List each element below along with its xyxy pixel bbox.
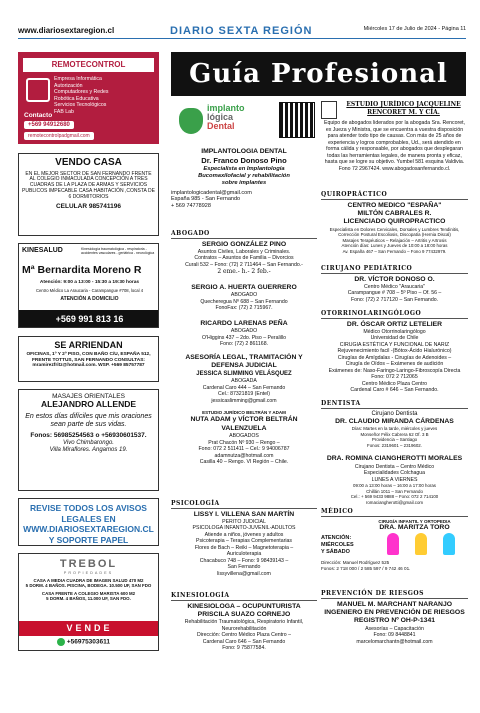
entry-miranda-line: Monseñor Félix Cabrera 62 Of. 3 B [360, 431, 429, 437]
entry-miranda-name: DR. CLAUDIO MIRANDA CÁRDENAS [335, 418, 454, 425]
entry-miranda-line: Cirujano Dentista [371, 410, 418, 417]
entry-villena-name: LISSY I. VILLENA SAN MARTÍN [193, 510, 295, 518]
masajes-name: ALEJANDRO ALLENDE [40, 399, 137, 410]
chip-icon [26, 78, 50, 102]
trebol-line4: 5 DORM. 4 BAÑOS, 11.000 UF, SAN FDO. [46, 596, 131, 602]
kine-phone[interactable]: +569 991 813 16 [19, 310, 159, 328]
newspaper-title: DIARIO SEXTA REGIÓN [170, 25, 313, 37]
entry-beltran-name: NUTA ADAM y VÍCTOR BELTRÁN VALENZUELA [190, 416, 298, 432]
section-heading-quiropractico: QUIROPRÁCTICO [321, 191, 468, 200]
contact-label: Contacto [24, 112, 53, 119]
entry-beltran-line: ESTUDIO JURÍDICO BELTRÁN Y ADAM [202, 410, 286, 416]
entry-ortiz-line: Centro Médico Plaza Centro [361, 380, 428, 387]
medico-section [321, 505, 468, 581]
entry-ciangherotti-line: Cel.: + 569 9433 9888 – Fono: 072 2 714100 [350, 494, 439, 500]
masajes-addr2: Villa Miraflores. Angamos 19. [49, 446, 128, 453]
entry-villena-line: Auriculoterapia [226, 551, 262, 558]
entry-marchant-line: Fono: 09 8448841 [373, 632, 416, 639]
trebol-line3: CASA FRENTE A COLEGIO MARISTA 600 M2 [41, 591, 136, 597]
kinesalud-tagline: Kinesiología traumatológica - respiratoria - accidentes vasculares - geriátrica - neurológica [81, 247, 155, 256]
entry-larenas-name: RICARDO LARENAS PEÑA [200, 319, 288, 327]
entry-ortiz-line: Médico Otorrinolaringólogo [363, 328, 426, 335]
entry-marchant-line: Asesorías – Capacitación [365, 625, 424, 632]
entry-ciangherotti-name: DRA. ROMINA CIANGHEROTTI MORALES [326, 455, 463, 463]
masajes-phones[interactable]: Fonos: 56985254563 o +56930601537. [30, 432, 147, 440]
implanto-logo: implanto lógica Dental [207, 103, 245, 131]
section-heading-pediatrico: CIRUJANO PEDIÁTRICO [321, 265, 468, 274]
vendo-phone[interactable]: CELULAR 985741196 [55, 203, 122, 211]
entry-beltran-line: Fono: 072 2 511411 – Cel.: 9 94006787 [198, 446, 290, 453]
trebol-line1: CASA A MEDIA CUADRA DE IMAGEN SALUD 470 M2 [33, 578, 144, 583]
site-url[interactable]: www.diariosextaregion.cl [18, 26, 115, 35]
section-heading-otorrino: OTORRINOLARINGÓLOGO [321, 310, 468, 319]
kinesiologia-section [171, 589, 317, 652]
entry-toro-attention: ATENCIÓN: MIÉRCOLES Y SÁBADO [321, 535, 354, 555]
quiropractico-section [321, 188, 468, 254]
vende-banner: VENDE [19, 621, 159, 636]
implanto-spec3: sobre implantes [221, 180, 267, 187]
page-header [0, 0, 480, 44]
entry-cabrales-line: Av. España 467 – San Fernando – Fono 9 77432979. [342, 248, 447, 254]
entry-suazo-line: Dirección: Centro Médico Plaza Centro – [197, 632, 291, 639]
trebol-phone[interactable]: +56975303611 [57, 638, 110, 646]
entry-asesoria-email[interactable]: jessicaslimming@gmail.com [211, 397, 277, 404]
entry-beltran-line: Casilla 40 – Rengo. VI Región – Chile. [199, 459, 289, 466]
entry-asesoria-line: Cel.: 87321819 (Entel) [218, 391, 270, 398]
arriendan-body: OFICINAS, 1º Y 2º PISO, CON BAÑO C/U, ESPAÑA 512, FRENTE TOTTUS, SAN FERNANDO CONSULTAS: mramirezfritz@hotmail.com. WSP. +569 85757787 [26, 352, 151, 369]
prevencion-section [321, 587, 468, 645]
masajes-slogan: En estos días difíciles que mis oraciones sean parte de sus vidas. [25, 413, 152, 429]
entry-larenas-line: O'Higgins 437 – 2do. Piso – Peralillo [201, 334, 287, 341]
entry-villena-email[interactable]: lissyvillena@gmail.com [217, 570, 271, 577]
implanto-spec2: Bucomaxilofacial y rehabilitación [198, 173, 290, 180]
entry-beltran-line: ABOGADOS [229, 433, 259, 440]
trebol-logo: TREBOL [59, 558, 118, 570]
entry-miranda-line: Fonos: 2319601 – 2319602. [367, 442, 422, 448]
entry-ortiz-name: DR. ÓSCAR ORTIZ LETELIER [346, 320, 443, 328]
entry-ortiz-line: Cardenal Caro # 646 – San Fernando. [350, 387, 439, 394]
entry-gonzalez-line: Curali 532 – Fono: (72) 2 711464 – San Fernando.- [185, 261, 303, 268]
arriendan-title: SE ARRIENDAN [54, 340, 123, 350]
entry-asesoria-line: ABOGADA [231, 378, 257, 385]
masajes-addr1: Vivo Chimbarongo. [63, 439, 114, 446]
implanto-email[interactable]: implantologicadental@gmail.com [171, 189, 252, 196]
trebol-line2: 5 DORM. 4 BAÑOS. PISCINA, BODEGA. 10.500 UF, SAN FDO [25, 583, 152, 589]
entry-ciangherotti-email[interactable]: romaciangherotti@gmail.com [365, 499, 424, 505]
implanto-phone[interactable]: + 569 74778928 [171, 203, 211, 210]
entry-ciangherotti-line: Especialidades Colchagua [363, 470, 426, 477]
entry-suazo-name2: PRISCILA SUAZO CORNEJO [197, 610, 291, 618]
services-list: Empresa Informática Autorización Computadores y Redes Robótica Educativa Servicios Tecnológicos FAB Lab [54, 76, 109, 115]
entry-larenas-line: Fono: (72) 2 861168. [219, 341, 269, 348]
entry-villena-line: Flores de Bach – Reiki – Magnetoterapia – [194, 544, 294, 551]
implanto-spec1: Especialista en Implantología [203, 165, 285, 172]
entry-ortiz-line: Cirugías de Amígdalas - Cirugías de Adenoides – [337, 354, 452, 361]
vendo-title: VENDO CASA [55, 157, 122, 168]
entry-beltran-email[interactable]: adamnutza@hotmail.com [214, 452, 274, 459]
ad-vendo-casa [18, 153, 159, 236]
entry-ortiz-line: Cirugía de Oídos – Exámenes de audición [345, 361, 444, 368]
masajes-title: MASAJES ORIENTALES [52, 393, 125, 400]
dentista-section [321, 397, 468, 505]
remotecontrol-logo: REMOTECONTROL [23, 58, 154, 72]
section-heading-psicologia: PSICOLOGÍA [171, 500, 317, 509]
entry-marchant-line: REGISTRO Nº OH-P-1341 [353, 617, 436, 625]
entry-gonzalez-line: 2 eme.- h.- 2 feb.- [217, 268, 271, 276]
estudio-name2: RENCORET M. Y CÍA. [367, 108, 440, 116]
entry-ciangherotti-line: Chillán 1011 – San Fernando [366, 488, 423, 494]
entry-marchant-email[interactable]: marcelomarchantn@hotmail.com [356, 638, 433, 645]
entry-gonzalez-name: SERGIO GONZÁLEZ PINO [201, 240, 287, 248]
entry-miranda-line: Providencia – Santiago [371, 437, 418, 443]
ad-trebol [18, 553, 159, 651]
entry-donoso-name: DR. VÍCTOR DONOSO O. [354, 275, 435, 283]
entry-marchant-name: MANUEL M. MARCHANT NARANJO [336, 600, 453, 608]
psicologia-section [171, 497, 317, 577]
entry-villena-line: Atiende a niños, jóvenes y adultos [204, 531, 284, 538]
entry-miranda-line: Días: Martes en la tarde, miércoles y jueves [351, 426, 438, 432]
ad-kinesalud [18, 243, 159, 328]
entry-villena-line: PERITO JUDICIAL [222, 518, 266, 525]
entry-huerta-line: Quecheregua Nº 688 – San Fernando [200, 298, 288, 305]
estudio-rencoret [321, 101, 468, 172]
estudio-body: Equipo de abogados liderados por la abogada Sra. Rencoret, ex Jueza y Ministra, que se encuentra a vuestra disposición para atender todo tipo de causas. Con más de 25 años de experiencia y logros comprobables, Ud., será atendido en forma cálida y responsable, por abogados que desplegaran todas las herramientas legales, de manera pronta y eficaz, hasta que se logre su objetivo. Yumbel 581 esquina Valdivia. Fono 72 2967424. www.abogadosanfernando.cl. [323, 120, 466, 172]
kine-hours: Atención: 9:00 a 13:00 - 15:30 a 19:30 horas [39, 280, 140, 285]
entry-beltran-line: Prat Chacón Nº 930 – Rengo – [208, 439, 280, 446]
kine-address: Centro Médico La Araucaria - Carampangue #708, local 4 [35, 288, 144, 293]
qr-code-icon[interactable] [279, 102, 315, 138]
scales-icon [321, 101, 337, 119]
tooth-icon [179, 108, 203, 134]
otorrino-section [321, 307, 468, 394]
whatsapp-icon [57, 638, 65, 646]
entry-cabrales-name: MILTÓN CABRALES R. [357, 209, 432, 217]
kinesalud-logo: KINESALUD [22, 247, 63, 254]
entry-marchant-line: INGENIERO EN PREVENCIÓN DE RIESGOS [324, 608, 465, 616]
entry-cabrales-line: Masajes Terapéuticos – Relajación – Artritis y Artrosis [342, 237, 447, 243]
entry-ciangherotti-line: LUNES A VIERNES [371, 476, 418, 483]
children-illustration [381, 531, 466, 557]
implanto-address: España 985 - San Fernando [171, 196, 241, 203]
abogado-section [171, 227, 317, 466]
entry-asesoria-line: Cardenal Caro 444 – San Fernando [202, 384, 286, 391]
entry-toro-line: Fonos: 2 718 000 / 2 585 597 / 9 742 46 01. [321, 566, 411, 571]
guide-title: Guía Profesional [171, 52, 466, 96]
entry-ortiz-line: Fono: 072 2 712065 [371, 374, 418, 381]
header-divider [18, 38, 466, 39]
entry-villena-line: Psicoterapia – Terapias Complementarias [196, 538, 292, 545]
entry-suazo-name: KINESIOLOGA – OCUPUNTURISTA [187, 602, 301, 610]
estudio-name1: ESTUDIO JURÍDICO JACQUELINE [346, 101, 461, 108]
entry-ortiz-line: Rejuvenecimiento facil -(Bótox-Ácido Hialurónico) [337, 348, 452, 355]
entry-cabrales-line: Atención días: Lunes y Jueves de 10:00 a 18:00 horas [341, 243, 448, 249]
ad-masajes [18, 389, 159, 491]
trebol-sub: PROPIEDADES [63, 570, 114, 575]
kine-home: ATENCIÓN A DOMICILIO [60, 296, 119, 302]
entry-ciangherotti-line: 09:00 a 13:00 horas – 16:00 a 17:00 horas [353, 483, 436, 489]
entry-ciangherotti-line: Cirujano Dentista – Centro Médico [354, 463, 435, 470]
entry-toro-name: DRA. MARITZA TORO [379, 524, 450, 532]
section-heading-dentista: DENTISTA [321, 400, 468, 409]
implanto-title: IMPLANTOLOGIA DENTAL [201, 148, 287, 155]
implanto-text [171, 148, 317, 210]
entry-ortiz-line: CIRUGIA ESTÉTICA Y FUNCIONAL DE NARIZ [339, 341, 450, 348]
entry-huerta-line: ABOGADO [230, 292, 258, 299]
ad-revise-avisos [18, 498, 159, 546]
entry-cabrales-line: CENTRO MEDICO "ESPAÑA" [347, 201, 442, 209]
entry-villena-line: PSICOLOGA INFANTO-JUVENIL-ADULTOS [192, 525, 296, 532]
ad-remotecontrol [18, 52, 159, 144]
ad-se-arriendan [18, 336, 159, 382]
contact-email[interactable]: remotecontrolpadgmail.com [24, 132, 94, 140]
entry-gonzalez-line: Asuntos Civiles, Laborales y Criminales. [197, 248, 291, 255]
vendo-body: EN EL MEJOR SECTOR DE SAN FERNANDO FRENTE AL COLEGIO INMACULADA CONCEPCIÓN A TRES CUADRAS DE LA PLAZA DE ARMAS Y SERVICIOS PUBLICOS IMPECABLE CASA HABITACIÓN ,CONSTA DE 6 DORMITORIOS [22, 170, 155, 200]
entry-toro-line: CIRUGÍA INFANTIL Y ORTOPEDIA [378, 518, 451, 524]
revise-text[interactable]: REVISE TODOS LOS AVISOS LEGALES EN WWW.DIARIOSEXTAREGION.CL Y SOPORTE PAPEL [23, 503, 154, 545]
section-heading-abogado: ABOGADO [171, 230, 317, 239]
entry-cabrales-line: LICENCIADO QUIROPRACTICO [343, 218, 446, 226]
entry-suazo-line: Rehabilitación Traumatológica, Respiratorio Infantil, Neurorehabilitación [184, 619, 304, 632]
entry-larenas-line: ABOGADO [230, 328, 258, 335]
section-heading-kinesiologia: KINESIOLOGÍA [171, 592, 317, 601]
contact-phone[interactable]: +569 94912680 [24, 121, 74, 129]
entry-ortiz-line: Exámenes de: Naso-Faringo-Laringo-Fibroscopía Directa [328, 367, 461, 374]
section-heading-medico: MÉDICO [321, 508, 468, 517]
entry-gonzalez-line: Contratos – Asuntos de Familia – Divorcios [194, 255, 294, 262]
entry-asesoria-line: JESSICA SLIMMING VELÁSQUEZ [196, 370, 292, 377]
pediatrico-section [321, 262, 468, 303]
entry-villena-line: Chacabuco 748 – Fono: 9 98439143 – [199, 557, 289, 564]
entry-asesoria-name: ASESORÍA LEGAL, TRAMITACIÓN Y DEFENSA JUDICIAL [185, 353, 303, 370]
entry-huerta-line: FonoFax: (72) 2 715967. [215, 305, 273, 312]
entry-suazo-line: Cardenal Caro 646 – San Fernando [202, 638, 286, 645]
entry-donoso-line: Fono: (72) 2 717120 – San Fernando. [350, 296, 439, 303]
kine-name: Mª Bernardita Moreno R [22, 264, 142, 276]
entry-huerta-name: SERGIO A. HUERTA GUERRERO [191, 283, 297, 291]
entry-suazo-line: Fono: 9 75877584. [222, 645, 266, 652]
implanto-name: Dr. Franco Donoso Pino [201, 156, 287, 166]
entry-toro-line: Dirección: Manuel Rodríguez 525 [321, 560, 390, 565]
entry-donoso-line: Carampangue # 708 – 5º Piso – Of. 56 – [347, 290, 442, 297]
page-date: Miércoles 17 de Julio de 2024 - Página 11 [363, 26, 466, 32]
entry-villena-line: San Fernando [227, 564, 261, 571]
section-heading-prevencion: PREVENCIÓN DE RIESGOS [321, 590, 468, 599]
entry-ortiz-line: Universidad de Chile [370, 335, 419, 342]
entry-donoso-line: Centro Médico "Araucaria" [363, 283, 426, 290]
entry-cabrales-line: Especialista en Dolores Cervicales, Dorsales y Lumbres Tendinitis, Corrección Postural Escoliosis, Discopatía (Hernia Discal) [329, 226, 460, 238]
